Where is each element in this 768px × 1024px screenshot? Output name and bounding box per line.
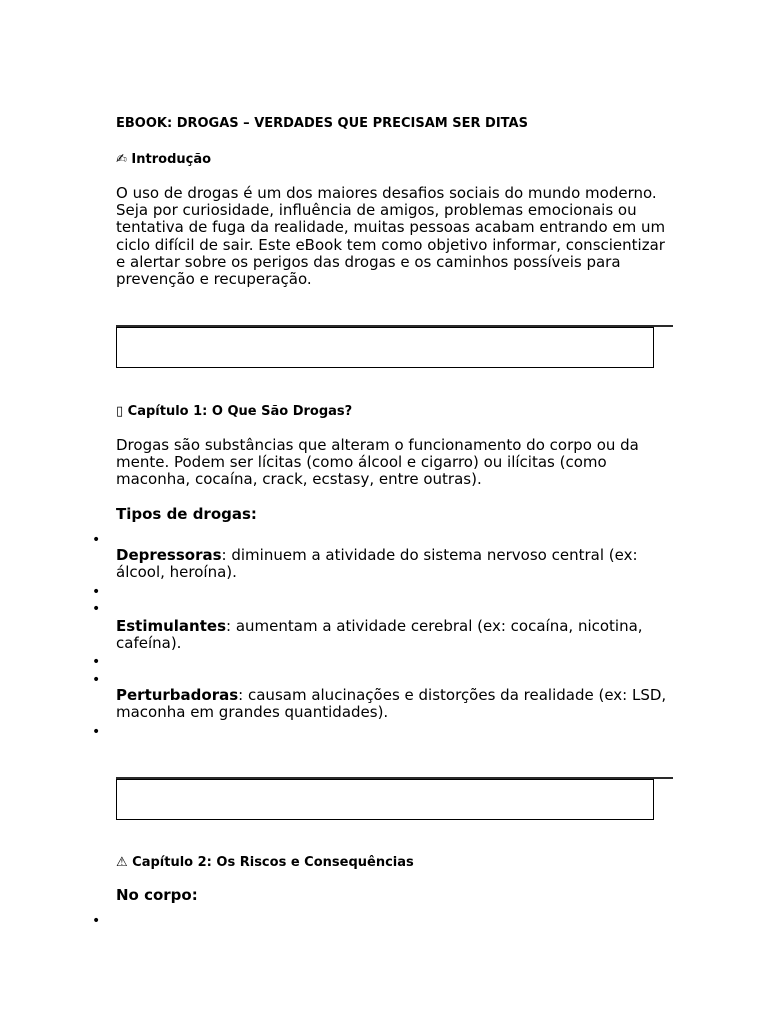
- drug-type-term: Depressoras: [116, 546, 222, 564]
- drug-type-item: [116, 687, 676, 721]
- list-bullet: •: [92, 584, 101, 600]
- page-title: EBOOK: DROGAS – VERDADES QUE PRECISAM SER DITAS: [116, 116, 528, 131]
- drug-type-desc: : diminuem a atividade do sistema nervoso central (ex: álcool, heroína).: [116, 546, 638, 582]
- list-bullet: •: [92, 532, 101, 548]
- intro-paragraph: O uso de drogas é um dos maiores desafios sociais do mundo moderno. Seja por curiosidade, influência de amigos, problemas emocionais ou tentativa de fuga da realidade, muitas pessoas acabam entrando em um ciclo difícil de sair. Este eBook tem como objetivo informar, conscientizar e alertar sobre os perigos das drogas e os caminhos possíveis para prevenção e recuperação.: [116, 184, 666, 289]
- drug-type-desc: : causam alucinações e distorções da realidade (ex: LSD, maconha em grandes quantidades).: [116, 686, 667, 722]
- drug-type-term: Perturbadoras: [116, 686, 239, 704]
- chapter1-heading: ▯ Capítulo 1: O Que São Drogas?: [116, 404, 353, 419]
- drug-types-heading: Tipos de drogas:: [116, 505, 257, 523]
- drug-type-item: [116, 547, 676, 581]
- list-bullet: •: [92, 601, 101, 617]
- drug-type-item: [116, 618, 676, 652]
- body-effects-heading: No corpo:: [116, 886, 198, 904]
- intro-heading: ✍ Introdução: [116, 152, 212, 167]
- horizontal-rule-box: [116, 327, 654, 368]
- list-bullet: •: [92, 913, 101, 929]
- chapter1-paragraph: Drogas são substâncias que alteram o funcionamento do corpo ou da mente. Podem ser lícitas (como álcool e cigarro) ou ilícitas (como maconha, cocaína, crack, ecstasy, entre outras).: [116, 436, 639, 489]
- list-bullet: •: [92, 672, 101, 688]
- list-bullet: •: [92, 654, 101, 670]
- drug-type-term: Estimulantes: [116, 617, 227, 635]
- list-bullet: •: [92, 724, 101, 740]
- horizontal-rule-box: [116, 779, 654, 820]
- drug-type-desc: : aumentam a atividade cerebral (ex: cocaína, nicotina, cafeína).: [116, 617, 643, 653]
- chapter2-heading: ⚠ Capítulo 2: Os Riscos e Consequências: [116, 855, 414, 870]
